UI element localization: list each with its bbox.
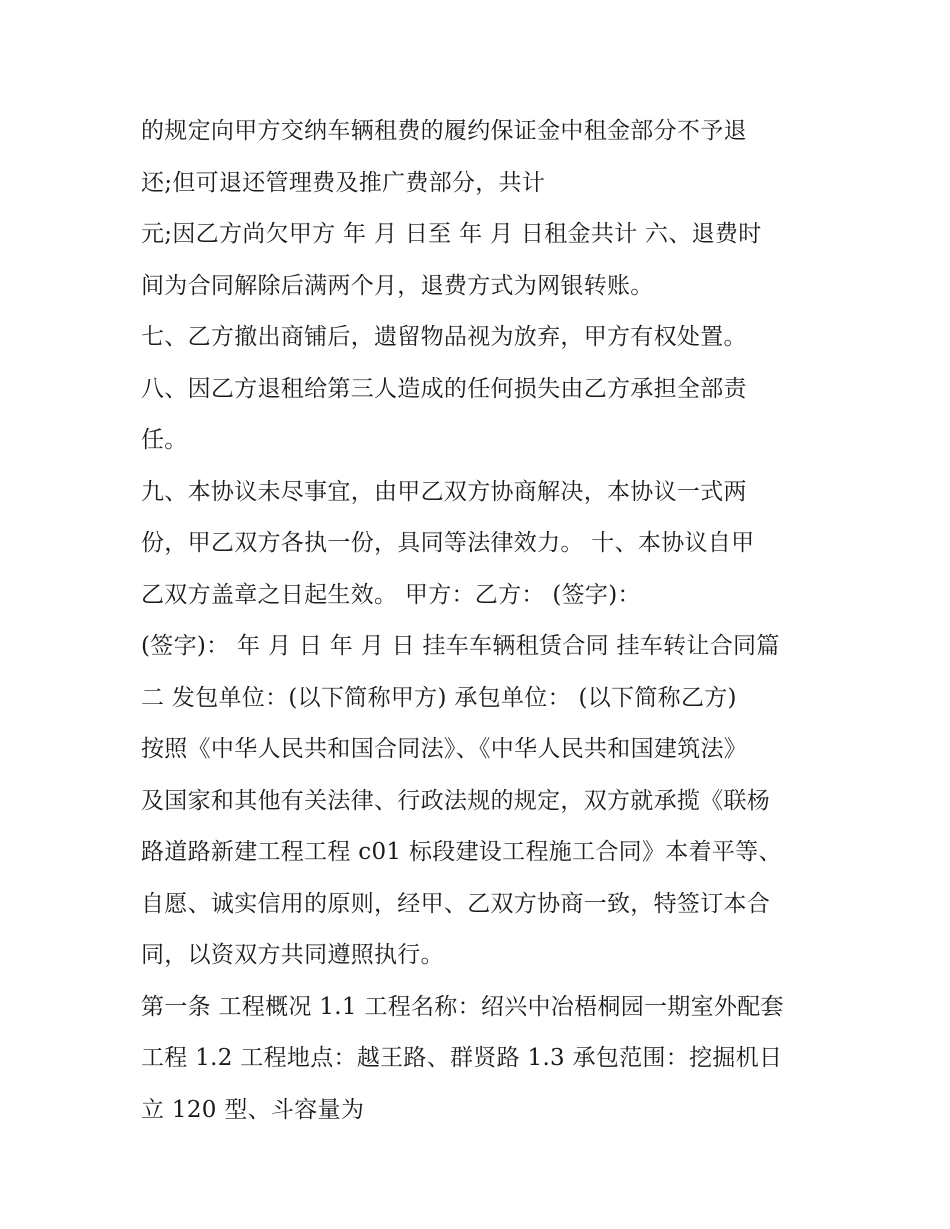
- text-line: 任。: [141, 427, 188, 453]
- text-line: 同，以资双方共同遵照执行。: [141, 942, 444, 968]
- text-line: 元;因乙方尚欠甲方 年 月 日至 年 月 日租金共计 六、退费时: [141, 221, 762, 247]
- text-line: 按照《中华人民共和国合同法》、《中华人民共和国建筑法》: [141, 736, 748, 762]
- text-line: (签字)： 年 月 日 年 月 日 挂车车辆租赁合同 挂车转让合同篇: [141, 633, 780, 659]
- document-body: [141, 106, 821, 1136]
- text-line: 还;但可退还管理费及推广费部分，共计: [141, 169, 546, 196]
- text-line: 路道路新建工程工程 c01 标段建设工程施工合同》本着平等、: [141, 839, 782, 865]
- text-line: 九、本协议未尽事宜，由甲乙双方协商解决，本协议一式两: [141, 478, 747, 505]
- text-line: 七、乙方撤出商铺后，遗留物品视为放弃，甲方有权处置。: [141, 324, 747, 350]
- text-line: 二 发包单位：(以下简称甲方) 承包单位： (以下简称乙方): [141, 684, 737, 711]
- text-line: 间为合同解除后满两个月，退费方式为网银转账。: [141, 272, 654, 299]
- text-line: 及国家和其他有关法律、行政法规的规定，双方就承揽《联杨: [141, 787, 771, 814]
- text-line: 立 120 型、斗容量为: [141, 1096, 365, 1123]
- text-line: 份，甲乙双方各执一份，具同等法律效力。 十、本协议自甲: [141, 530, 755, 556]
- text-line: 乙双方盖章之日起生效。 甲方：乙方： (签字)：: [141, 581, 641, 608]
- text-line: 工程 1.2 工程地点：越王路、群贤路 1.3 承包范围：挖掘机日: [141, 1045, 783, 1071]
- text-line: 八、因乙方退租给第三人造成的任何损失由乙方承担全部责: [141, 375, 747, 402]
- text-line: 自愿、诚实信用的原则，经甲、乙双方协商一致，特签订本合: [141, 890, 771, 917]
- text-line: 的规定向甲方交纳车辆租费的履约保证金中租金部分不予退: [141, 118, 747, 144]
- text-line: 第一条 工程概况 1.1 工程名称：绍兴中冶梧桐园一期室外配套: [141, 993, 784, 1020]
